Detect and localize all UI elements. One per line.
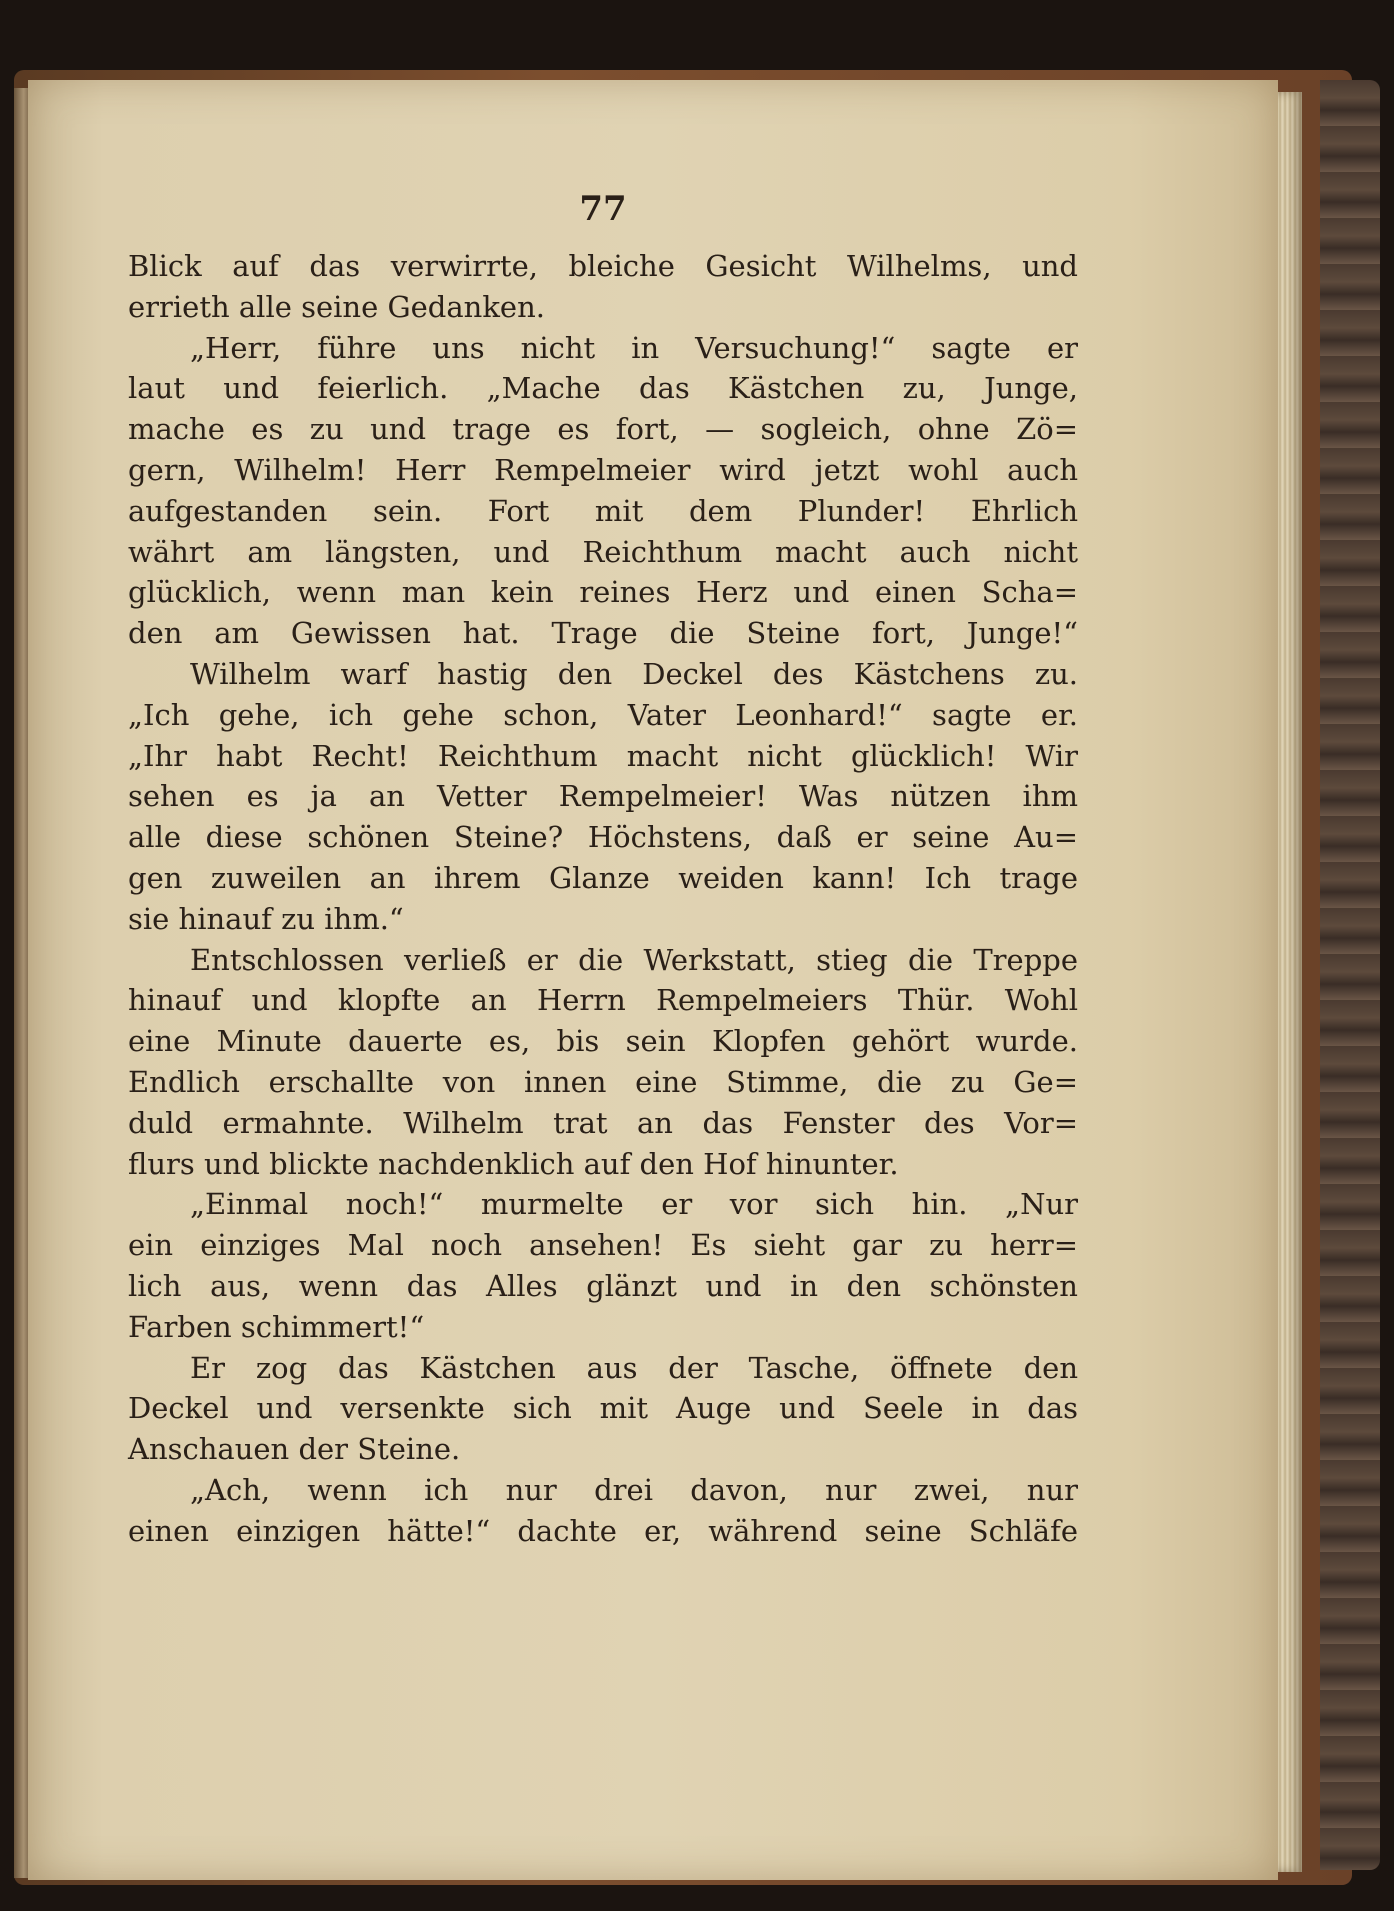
text-line: sie hinauf zu ihm.“ bbox=[128, 901, 404, 936]
text-line: Entschlossen verließ er die Werkstatt, stieg die Treppe bbox=[190, 942, 1078, 977]
text-line: alle diese schönen Steine? Höchstens, daß er seine Au= bbox=[128, 820, 1078, 855]
text-line: „Einmal noch!“ murmelte er vor sich hin. „Nur bbox=[190, 1187, 1078, 1222]
text-line: aufgestanden sein. Fort mit dem Plunder! Ehrlich bbox=[128, 493, 1078, 528]
page-number: 77 bbox=[579, 189, 627, 229]
text-line: gen zuweilen an ihrem Glanze weiden kann! Ich trage bbox=[128, 860, 1078, 895]
text-line: Deckel und versenkte sich mit Auge und Seele in das bbox=[128, 1391, 1078, 1426]
text-line: Endlich erschallte von innen eine Stimme, die zu Ge= bbox=[128, 1064, 1078, 1099]
text-line: Wilhelm warf hastig den Deckel des Kästchens zu. bbox=[190, 656, 1078, 691]
text-line: „Herr, führe uns nicht in Versuchung!“ sagte er bbox=[190, 330, 1078, 365]
text-line: hinauf und klopfte an Herrn Rempelmeiers Thür. Wohl bbox=[128, 983, 1078, 1018]
text-line: eine Minute dauerte es, bis sein Klopfen gehört wurde. bbox=[128, 1024, 1078, 1059]
text-line: mache es zu und trage es fort, — sogleich, ohne Zö= bbox=[128, 412, 1078, 447]
text-line: laut und feierlich. „Mache das Kästchen zu, Junge, bbox=[128, 371, 1078, 406]
text-line: Farben schimmert!“ bbox=[128, 1309, 425, 1344]
text-line: Blick auf das verwirrte, bleiche Gesicht Wilhelms, und bbox=[128, 249, 1078, 283]
text-line: gern, Wilhelm! Herr Rempelmeier wird jetzt wohl auch bbox=[128, 452, 1078, 487]
text-line: sehen es ja an Vetter Rempelmeier! Was nützen ihm bbox=[128, 779, 1078, 814]
text-line: „Ihr habt Recht! Reichthum macht nicht glücklich! Wir bbox=[128, 738, 1078, 773]
text-line: glücklich, wenn man kein reines Herz und einen Scha= bbox=[128, 575, 1078, 610]
text-line: duld ermahnte. Wilhelm trat an das Fenster des Vor= bbox=[128, 1105, 1078, 1140]
text-line: flurs und blickte nachdenklich auf den Hof hinunter. bbox=[128, 1146, 899, 1181]
text-line: ein einziges Mal noch ansehen! Es sieht gar zu herr= bbox=[128, 1228, 1078, 1263]
text-line: Er zog das Kästchen aus der Tasche, öffnete den bbox=[190, 1350, 1078, 1385]
text-line: einen einzigen hätte!“ dachte er, während seine Schläfe bbox=[128, 1513, 1078, 1548]
text-line: währt am längsten, und Reichthum macht auch nicht bbox=[128, 534, 1078, 569]
text-line: „Ich gehe, ich gehe schon, Vater Leonhard!“ sagte er. bbox=[128, 697, 1078, 732]
text-line: „Ach, wenn ich nur drei davon, nur zwei, nur bbox=[190, 1472, 1078, 1507]
book-cover-right-edge bbox=[1320, 80, 1380, 1870]
text-line: den am Gewissen hat. Trage die Steine fort, Junge!“ bbox=[128, 616, 1078, 651]
text-line: Anschauen der Steine. bbox=[128, 1432, 461, 1467]
text-line: lich aus, wenn das Alles glänzt und in den schönsten bbox=[128, 1268, 1078, 1303]
text-line: errieth alle seine Gedanken. bbox=[128, 289, 545, 324]
page-body bbox=[128, 246, 1078, 1552]
page-text-block bbox=[128, 178, 1078, 1552]
